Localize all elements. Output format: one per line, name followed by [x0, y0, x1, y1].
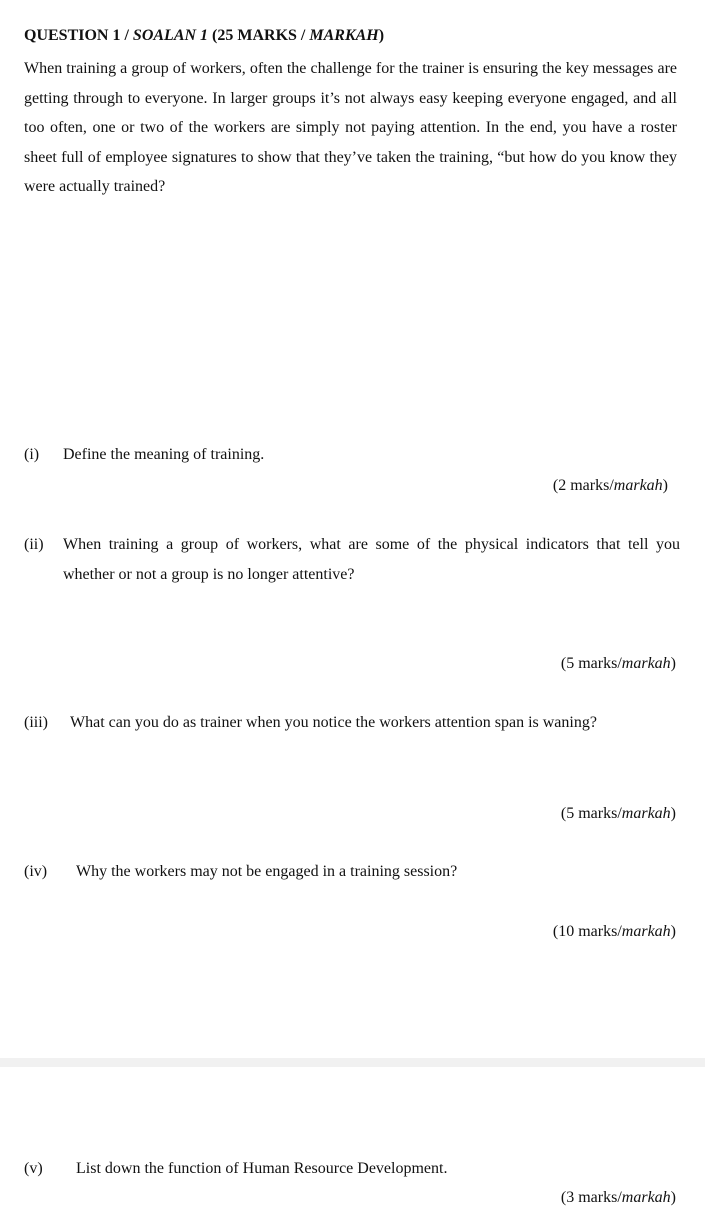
- marks-label: (5 marks/markah): [560, 805, 676, 822]
- page-break: [0, 1058, 705, 1067]
- intro-paragraph: When training a group of workers, often the challenge for the trainer is ensuring the key messages are getting through to everyone. In larger groups it’s not always easy keeping everyone engaged, and all too often, one or two of the workers are simply not paying attention. In the end, you have a roster sheet full of employee signatures to show that they’ve taken the training, “but how do you know they were actually trained?: [24, 60, 677, 196]
- markah-label: MARKAH: [309, 27, 379, 44]
- question-number: (i): [24, 446, 40, 463]
- marks-label: (5 marks/markah): [560, 655, 676, 672]
- question-text: List down the function of Human Resource Development.: [76, 1160, 448, 1177]
- soalan-label: SOALAN 1: [132, 27, 209, 44]
- marks-label: (10 marks/markah): [552, 923, 676, 940]
- question-heading: [24, 27, 384, 45]
- question-number: (v): [24, 1160, 43, 1177]
- question-number: (iii): [24, 714, 48, 731]
- question-text: What can you do as trainer when you notice the workers attention span is waning?: [70, 714, 597, 731]
- question-text: Define the meaning of training.: [63, 446, 265, 463]
- question-text: Why the workers may not be engaged in a training session?: [76, 863, 458, 880]
- question-text: When training a group of workers, what are some of the physical indicators that tell you whether or not a group is no longer attentive?: [63, 536, 680, 583]
- marks-label: (3 marks/markah): [560, 1189, 676, 1206]
- total-marks-close: ): [378, 27, 385, 44]
- question-number: (iv): [24, 863, 48, 880]
- marks-label: (2 marks/markah): [552, 477, 668, 494]
- total-marks-open: (25 MARKS /: [212, 27, 306, 44]
- question-label: QUESTION 1 /: [24, 27, 129, 44]
- question-number: (ii): [24, 536, 44, 553]
